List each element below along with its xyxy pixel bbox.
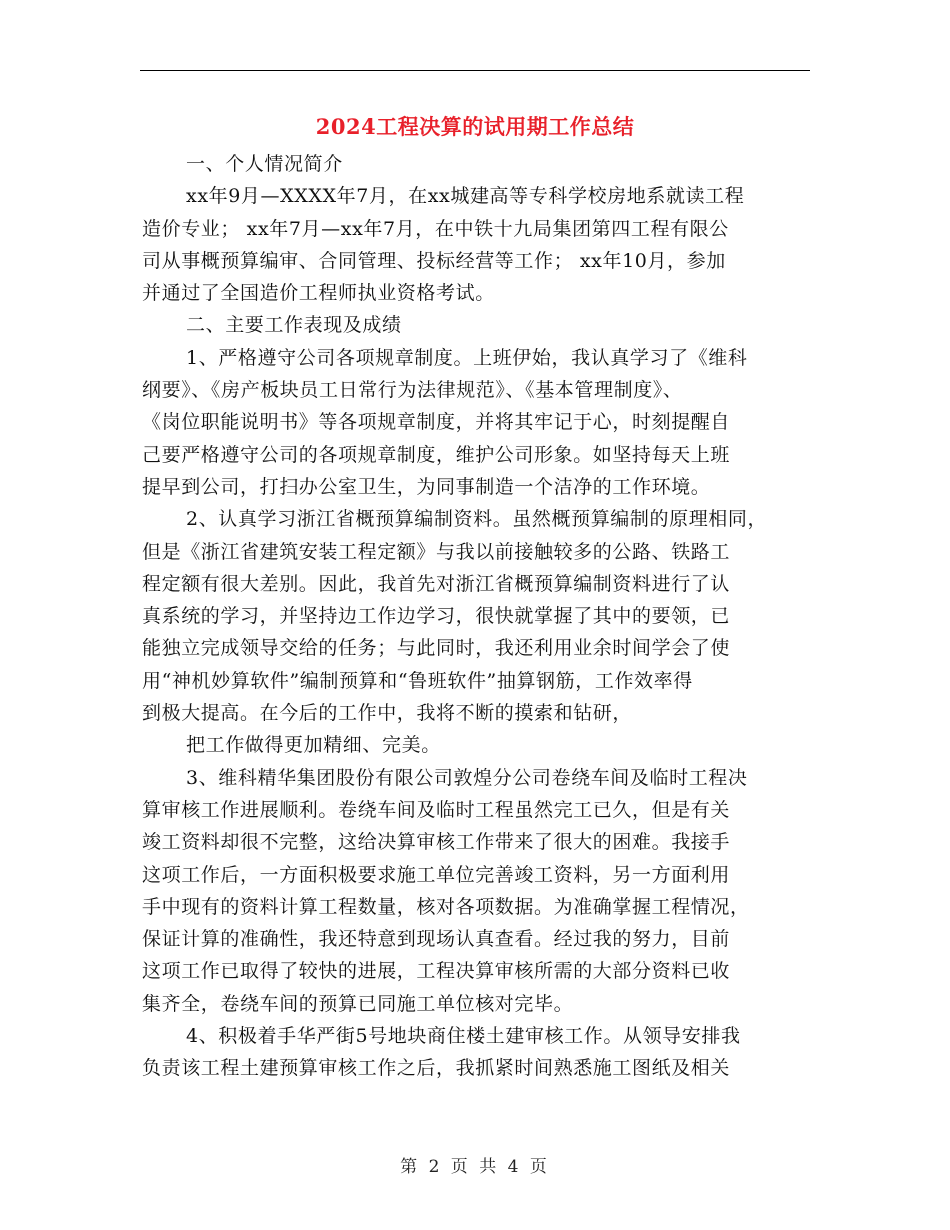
paragraph-line: 己要严格遵守公司的各项规章制度，维护公司形象。如坚持每天上班 <box>142 443 731 466</box>
paragraph-line: 2、认真学习浙江省概预算编制资料。虽然概预算编制的原理相同， <box>186 508 768 531</box>
paragraph-line: 程定额有很大差别。因此，我首先对浙江省概预算编制资料进行了认 <box>142 572 731 595</box>
paragraph-line: 用“神机妙算软件”编制预算和“鲁班软件”抽算钢筋，工作效率得 <box>142 669 693 692</box>
paragraph-line: 但是《浙江省建筑安装工程定额》与我以前接触较多的公路、铁路工 <box>142 540 731 563</box>
paragraph-line: 真系统的学习，并坚持边工作边学习，很快就掌握了其中的要领，已 <box>142 605 731 628</box>
paragraph-line: xx年9月—XXXX年7月，在xx城建高等专科学校房地系就读工程 <box>186 185 745 208</box>
page-number: 第 2 页 共 4 页 <box>400 1157 550 1177</box>
paragraph-line: 1、严格遵守公司各项规章制度。上班伊始，我认真学习了《维科 <box>186 346 748 369</box>
paragraph-line: 负责该工程土建预算审核工作之后，我抓紧时间熟悉施工图纸及相关 <box>142 1057 731 1080</box>
paragraph-line: 提早到公司，打扫办公室卫生，为同事制造一个洁净的工作环境。 <box>142 475 711 498</box>
paragraph-line: 保证计算的准确性，我还特意到现场认真查看。经过我的努力，目前 <box>142 928 731 951</box>
paragraph-line: 到极大提高。在今后的工作中，我将不断的摸索和钻研， <box>142 702 633 725</box>
paragraph-line: 《岗位职能说明书》等各项规章制度，并将其牢记于心，时刻提醒自 <box>142 411 731 434</box>
section-heading: 一、个人情况简介 <box>186 153 343 175</box>
document-body <box>142 148 810 1085</box>
paragraph-line: 造价专业； xx年7月—xx年7月，在中铁十九局集团第四工程有限公 <box>142 217 729 240</box>
paragraph-line: 能独立完成领导交给的任务；与此同时，我还利用业余时间学会了使 <box>142 637 731 660</box>
paragraph-line: 这项工作后，一方面积极要求施工单位完善竣工资料，另一方面利用 <box>142 863 731 886</box>
paragraph-line: 竣工资料却很不完整，这给决算审核工作带来了很大的困难。我接手 <box>142 831 731 854</box>
paragraph-line: 手中现有的资料计算工程数量，核对各项数据。为准确掌握工程情况， <box>142 895 750 918</box>
paragraph-line: 集齐全，卷绕车间的预算已同施工单位核对完毕。 <box>142 992 574 1015</box>
paragraph-line: 司从事概预算编审、合同管理、投标经营等工作； xx年10月，参加 <box>142 249 726 272</box>
document-title: 2024工程决算的试用期工作总结 <box>315 114 635 139</box>
paragraph-line: 把工作做得更加精细、完美。 <box>186 734 441 757</box>
section-heading: 二、主要工作表现及成绩 <box>186 314 402 337</box>
paragraph-line: 算审核工作进展顺利。卷绕车间及临时工程虽然完工已久，但是有关 <box>142 798 731 821</box>
paragraph-line: 纲要》、《房产板块员工日常行为法律规范》、《基本管理制度》、 <box>142 379 683 402</box>
paragraph-line: 4、积极着手华严街5号地块商住楼土建审核工作。从领导安排我 <box>186 1025 741 1048</box>
paragraph-line: 并通过了全国造价工程师执业资格考试。 <box>142 282 495 305</box>
paragraph-line: 3、维科精华集团股份有限公司敦煌分公司卷绕车间及临时工程决 <box>186 766 748 789</box>
paragraph-line: 这项工作已取得了较快的进展，工程决算审核所需的大部分资料已收 <box>142 960 731 983</box>
header-rule <box>140 70 810 71</box>
